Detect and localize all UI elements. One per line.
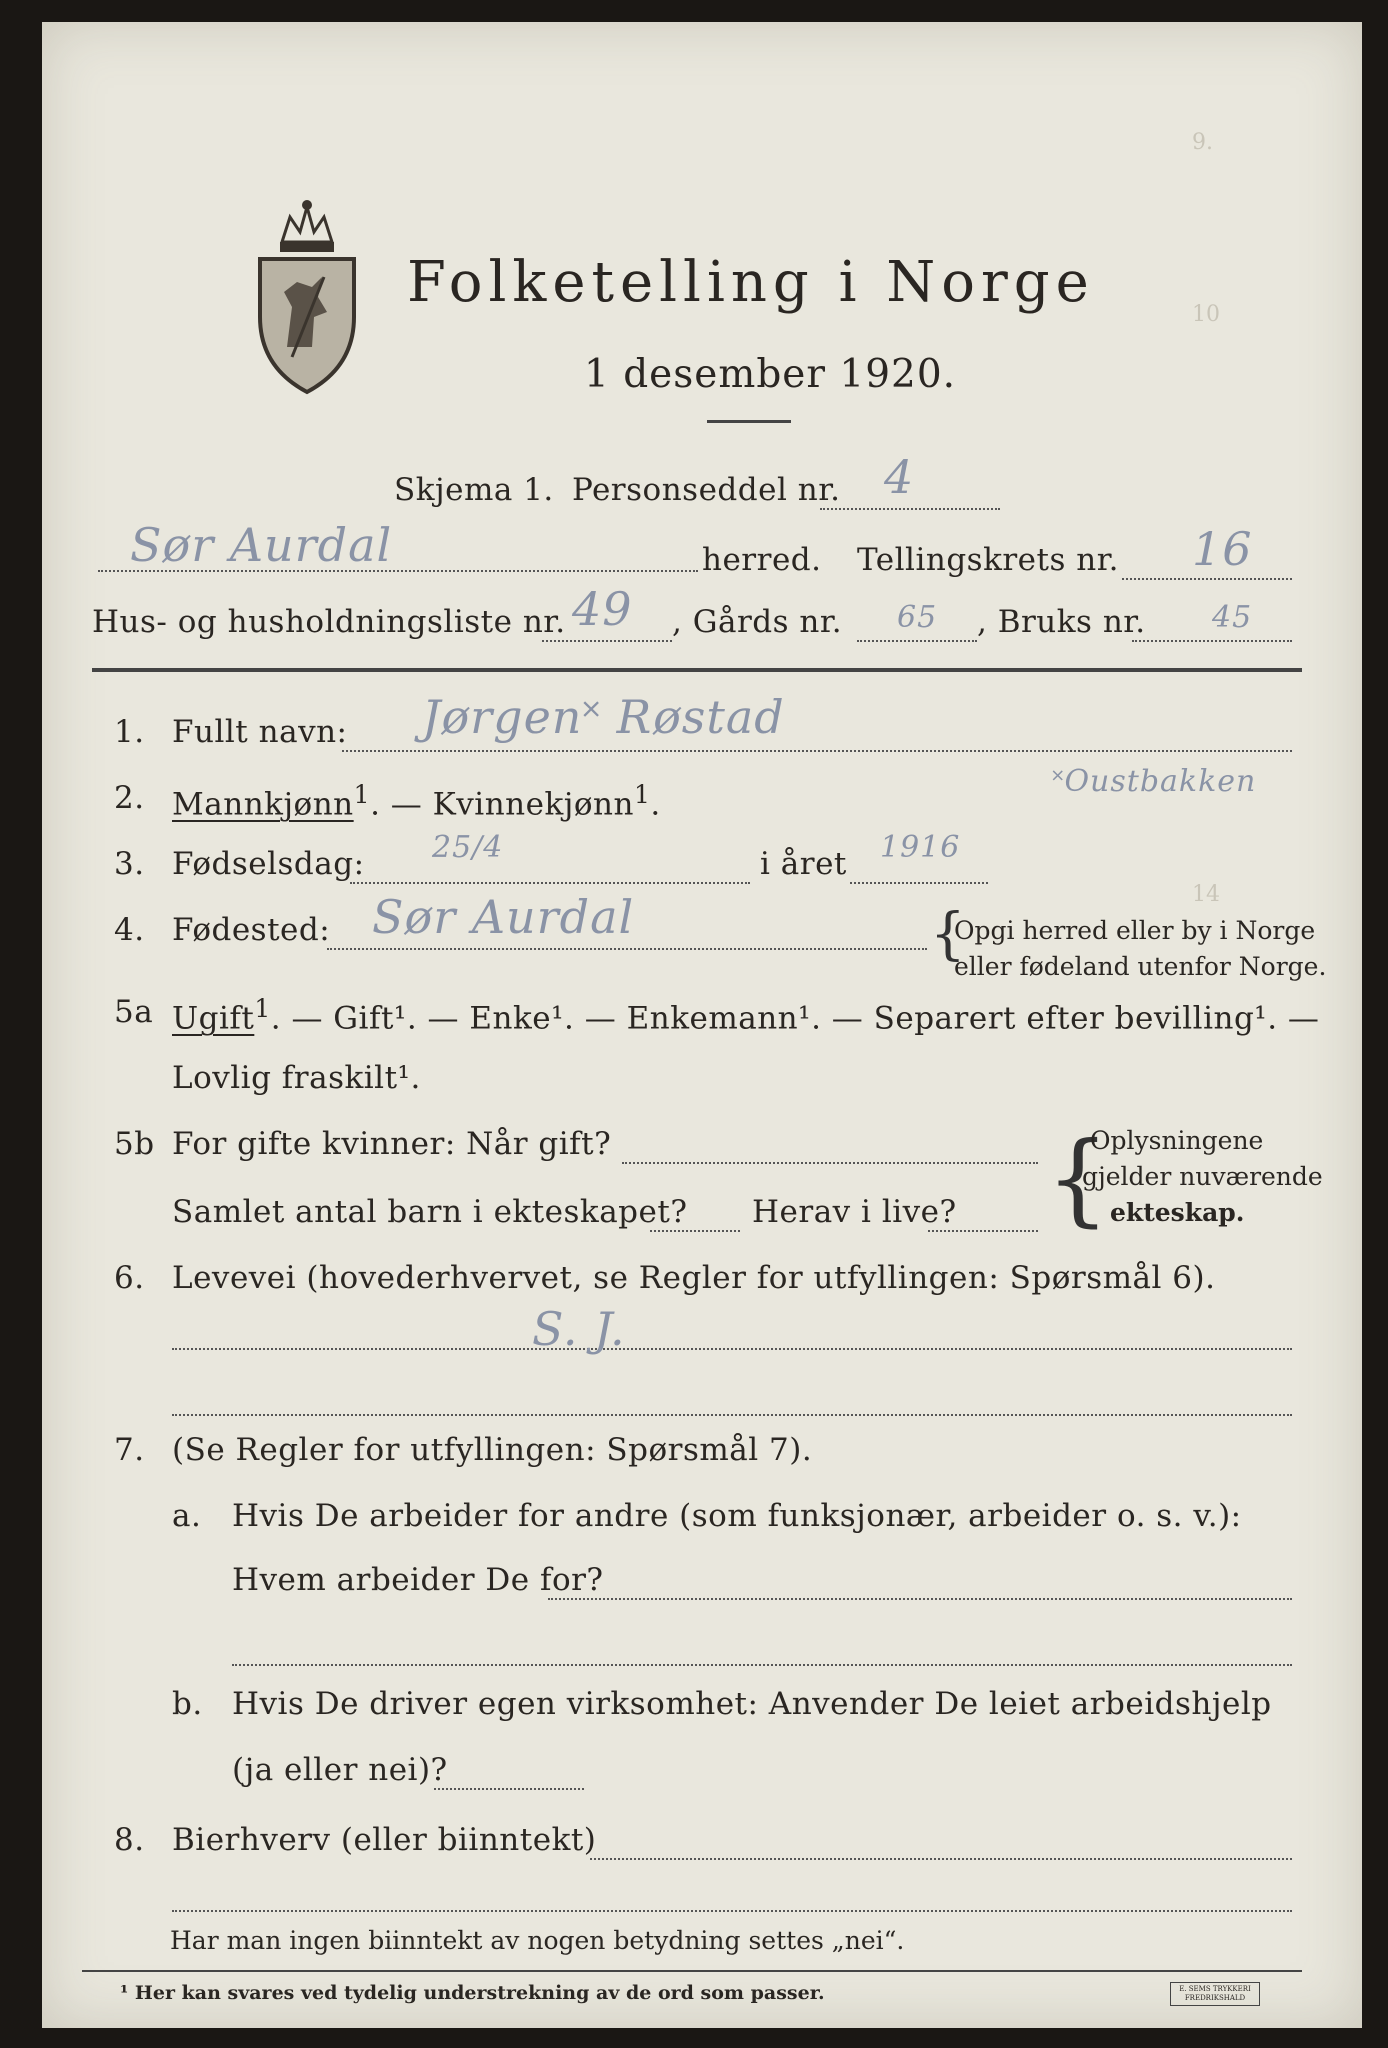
q3-year-label: i året: [760, 846, 847, 882]
q1-value[interactable]: Jørgen˟ Røstad: [422, 690, 785, 744]
q7a-extra-line: [232, 1664, 1292, 1666]
bleed-through-text: 14: [1192, 882, 1220, 907]
q5b-number: 5b: [114, 1126, 155, 1162]
q4-label: Fødested:: [172, 912, 331, 948]
title-divider: [707, 420, 791, 423]
census-form-sheet: [42, 22, 1362, 2028]
q6-line-2: [172, 1414, 1292, 1416]
q8-line-2: [172, 1910, 1292, 1912]
q7b-answer-line: [434, 1788, 584, 1790]
q7a-letter: a.: [172, 1498, 202, 1534]
q5b-brace: {: [1046, 1120, 1110, 1237]
q5b-note-2: gjelder nuværende: [1082, 1162, 1323, 1191]
tellingskrets-label: Tellingskrets nr.: [857, 542, 1119, 578]
gards-value[interactable]: 65: [897, 600, 938, 635]
q3-label: Fødselsdag:: [172, 846, 365, 882]
bruks-value[interactable]: 45: [1212, 600, 1253, 635]
q5b-alive-line: [928, 1230, 1038, 1232]
q6-line-1: [172, 1348, 1292, 1350]
q3-year-value[interactable]: 1916: [880, 830, 961, 865]
q1-number: 1.: [114, 714, 145, 750]
q2-options: Mannkjønn$^1$. — Kvinnekjønn$^1$.: [172, 780, 661, 823]
bruks-label: , Bruks nr.: [977, 604, 1146, 640]
q5b-note-1: Oplysningene: [1090, 1126, 1264, 1155]
footnote: ¹ Her kan svares ved tydelig understrekning av de ord som passer.: [120, 1982, 825, 2004]
q1-note: ˟Oustbakken: [1052, 764, 1257, 799]
q7a-line2: Hvem arbeider De for?: [232, 1562, 604, 1598]
q5a-line2[interactable]: Lovlig fraskilt¹.: [172, 1060, 421, 1096]
q7-label: (Se Regler for utfyllingen: Spørsmål 7).: [172, 1432, 813, 1468]
q4-brace: {: [930, 902, 966, 967]
herred-label: herred.: [702, 542, 822, 578]
q6-number: 6.: [114, 1260, 145, 1296]
q4-number: 4.: [114, 912, 145, 948]
hus-line: [542, 640, 672, 642]
herred-value[interactable]: Sør Aurdal: [130, 518, 393, 572]
q3-year-line: [850, 882, 988, 884]
norway-coat-of-arms-icon: [252, 197, 362, 397]
q6-value[interactable]: S. J.: [532, 1302, 626, 1356]
schema-label: Skjema 1.: [394, 472, 554, 508]
q7b-line1: Hvis De driver egen virksomhet: Anvender De leiet arbeidshjelp: [232, 1686, 1272, 1722]
q7b-line2: (ja eller nei)?: [232, 1752, 448, 1788]
q3-number: 3.: [114, 846, 145, 882]
footnote-rule: [82, 1970, 1302, 1972]
q4-note-1: Opgi herred eller by i Norge: [954, 916, 1316, 945]
gards-label: , Gårds nr.: [672, 604, 843, 640]
bruks-line: [1132, 640, 1292, 642]
tellingskrets-value[interactable]: 16: [1192, 522, 1253, 576]
header-rule: [92, 668, 1302, 672]
q5b-line1: For gifte kvinner: Når gift?: [172, 1126, 612, 1162]
q2-other-options[interactable]: . — Kvinnekjønn: [370, 786, 634, 823]
q8-number: 8.: [114, 1822, 145, 1858]
q4-note-2: eller fødeland utenfor Norge.: [954, 952, 1327, 981]
personseddel-line: [820, 508, 1000, 510]
q2-male-option[interactable]: Mannkjønn: [172, 786, 354, 823]
q5a-options: Ugift$^1$. — Gift¹. — Enke¹. — Enkemann¹. — Separert efter bevilling¹. —: [172, 994, 1320, 1037]
q7b-letter: b.: [172, 1686, 203, 1722]
q5a-other-options[interactable]: . — Gift¹. — Enke¹. — Enkemann¹. — Separert efter bevilling¹. —: [270, 1000, 1320, 1037]
tellingskrets-line: [1122, 578, 1292, 580]
q7-number: 7.: [114, 1432, 145, 1468]
q5b-note-3: ekteskap.: [1110, 1198, 1245, 1227]
bleed-through-text: 10: [1192, 302, 1220, 327]
census-date: 1 desember 1920.: [584, 352, 957, 397]
bleed-through-text: 9.: [1192, 130, 1213, 155]
q4-value[interactable]: Sør Aurdal: [372, 890, 635, 944]
q5b-married-line: [622, 1162, 1038, 1164]
q6-label: Levevei (hovederhvervet, se Regler for utfyllingen: Spørsmål 6).: [172, 1260, 1216, 1296]
q8-note: Har man ingen biinntekt av nogen betydning settes „nei“.: [170, 1926, 905, 1955]
q5b-line2b: Herav i live?: [752, 1194, 957, 1230]
q7a-employer-line: [548, 1598, 1292, 1600]
hus-label: Hus- og husholdningsliste nr.: [92, 604, 566, 640]
q5a-number: 5a: [114, 994, 154, 1030]
q5b-children-line: [650, 1230, 740, 1232]
q3-day-value[interactable]: 25/4: [432, 830, 504, 865]
gards-line: [857, 640, 977, 642]
hus-value[interactable]: 49: [572, 582, 633, 636]
q2-number: 2.: [114, 780, 145, 816]
q5b-line2a: Samlet antal barn i ekteskapet?: [172, 1194, 688, 1230]
form-title: Folketelling i Norge: [407, 250, 1095, 315]
q8-line-1: [590, 1858, 1292, 1860]
q1-label: Fullt navn:: [172, 714, 348, 750]
q5a-ugift-option[interactable]: Ugift: [172, 1000, 255, 1037]
q7a-line1: Hvis De arbeider for andre (som funksjonær, arbeider o. s. v.):: [232, 1498, 1242, 1534]
q4-line: [327, 948, 927, 950]
printer-stamp: E. SEMS TRYKKERI FREDRIKSHALD: [1170, 1982, 1260, 2006]
personseddel-value[interactable]: 4: [884, 450, 915, 504]
q3-day-line: [350, 882, 750, 884]
q8-label: Bierhverv (eller biinntekt): [172, 1822, 597, 1858]
personseddel-label: Personseddel nr.: [572, 472, 841, 508]
q1-line: [342, 750, 1292, 752]
